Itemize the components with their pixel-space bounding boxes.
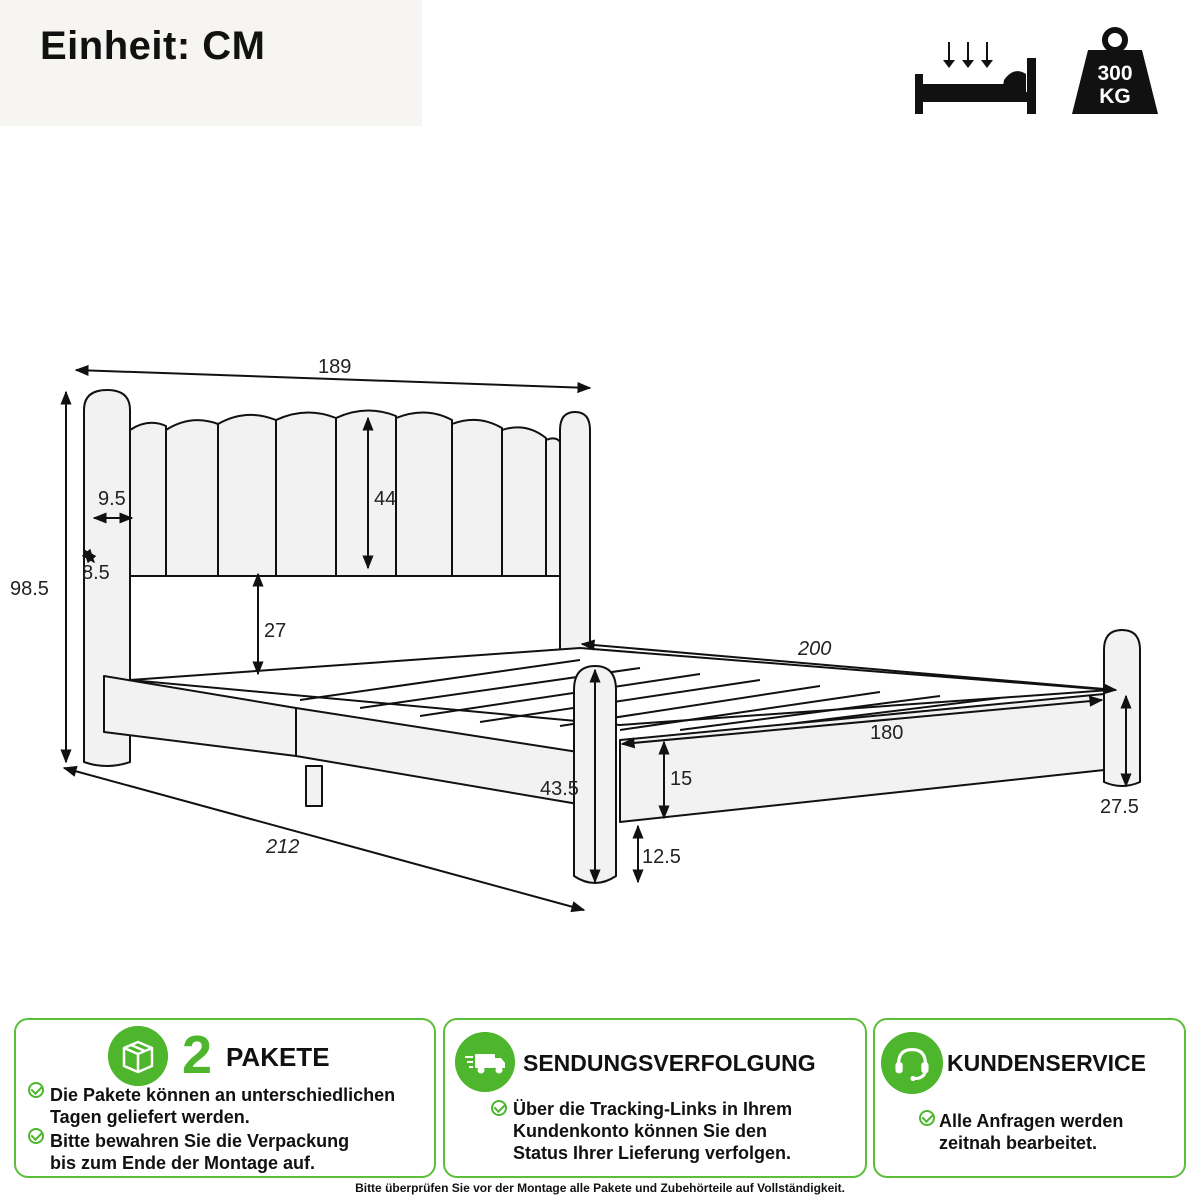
headset-icon — [881, 1032, 943, 1094]
tracking-title: SENDUNGSVERFOLGUNG — [523, 1050, 816, 1076]
dim-post-width: 9.5 — [98, 488, 126, 510]
dim-total-width: 189 — [318, 356, 352, 378]
headboard — [130, 410, 560, 576]
delivery-truck-icon — [455, 1032, 515, 1092]
check-icon — [919, 1110, 935, 1126]
dim-total-height: 98.5 — [10, 578, 49, 600]
dim-ground-clearance: 12.5 — [642, 846, 681, 868]
weight-unit: KG — [1099, 85, 1131, 108]
dim-headboard-panel-height: 44 — [374, 488, 397, 510]
package-box-icon — [108, 1026, 168, 1086]
check-icon — [28, 1082, 44, 1098]
customer-service-card — [873, 1018, 1186, 1178]
packages-title: PAKETE — [226, 1042, 330, 1072]
dim-side-rail-height: 15 — [670, 768, 693, 790]
dim-mattress-width: 180 — [870, 722, 904, 744]
bed-diagram — [0, 330, 1200, 930]
dim-total-length: 212 — [266, 836, 300, 858]
left-side-rail-2 — [296, 708, 578, 804]
unit-label: Einheit: CM — [40, 24, 266, 68]
foot-right-post — [1104, 630, 1140, 786]
check-icon — [28, 1128, 44, 1144]
weight-label — [1070, 62, 1160, 108]
packages-number: 2 — [182, 1025, 213, 1085]
back-right-post — [560, 412, 590, 662]
packages-bullet-1: Die Pakete können an unterschiedlichen Tagen geliefert werden. — [50, 1085, 396, 1127]
tracking-bullet-1: Über die Tracking-Links in Ihrem Kundenkonto können Sie den Status Ihrer Lieferung verfolgen. — [513, 1099, 793, 1163]
dim-post-depth: 8.5 — [82, 562, 110, 584]
unit-box — [0, 0, 422, 126]
dim-headboard-clearance: 27 — [264, 620, 287, 642]
check-icon — [491, 1100, 507, 1116]
dim-mattress-length: 200 — [798, 638, 832, 660]
dim-foot-post-height: 43.5 — [540, 778, 579, 800]
packages-bullet-2: Bitte bewahren Sie die Verpackung bis zum Ende der Montage auf. — [50, 1131, 350, 1173]
weight-value: 300 — [1097, 62, 1133, 85]
middle-leg — [306, 766, 322, 806]
customer-service-title: KUNDENSERVICE — [947, 1050, 1146, 1076]
tracking-card — [443, 1018, 867, 1178]
footer-note: Bitte überprüfen Sie vor der Montage alle Pakete und Zubehörteile auf Vollständigkeit. — [355, 1181, 845, 1195]
dim-footboard-height: 27.5 — [1100, 796, 1139, 818]
bed-load-icon — [912, 40, 1040, 118]
customer-service-bullet-1: Alle Anfragen werden zeitnah bearbeitet. — [939, 1111, 1124, 1153]
packages-card — [14, 1018, 436, 1178]
